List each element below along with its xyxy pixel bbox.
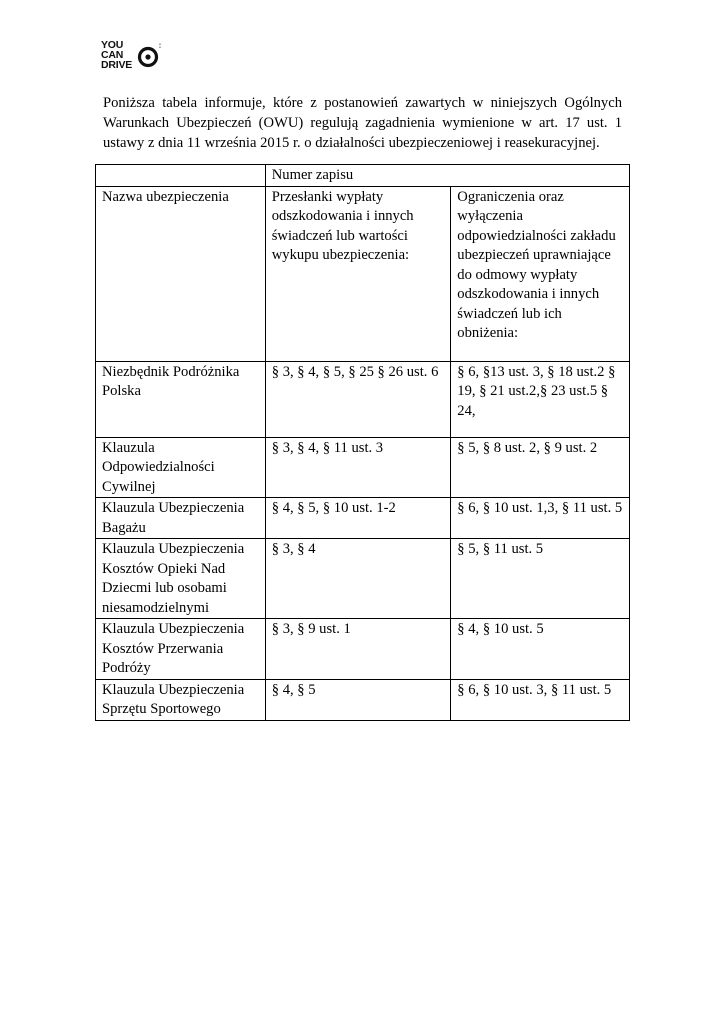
table-cell: § 5, § 11 ust. 5 bbox=[451, 539, 630, 619]
table-header-insurance-name: Nazwa ubezpieczenia bbox=[96, 186, 266, 361]
table-cell: Klauzula Ubezpieczenia Sprzętu Sportowego bbox=[96, 679, 266, 720]
table-header-limitations: Ograniczenia oraz wyłączenia odpowiedzialności zakładu ubezpieczeń uprawniające do odmowy wypłaty odszkodowania i innych świadczeń lub ich obniżenia: bbox=[451, 186, 630, 361]
table-row bbox=[96, 619, 630, 680]
table-cell: Klauzula Ubezpieczenia Kosztów Opieki Nad Dziecmi lub osobami niesamodzielnymi bbox=[96, 539, 266, 619]
table-cell: Niezbędnik Podróżnika Polska bbox=[96, 361, 266, 437]
table-cell: § 4, § 5, § 10 ust. 1-2 bbox=[265, 498, 451, 539]
target-circle-icon bbox=[137, 46, 159, 68]
table-cell: § 6, § 10 ust. 1,3, § 11 ust. 5 bbox=[451, 498, 630, 539]
logo-line-1: YOU bbox=[101, 39, 124, 51]
logo-wordmark bbox=[101, 40, 132, 70]
table-row bbox=[96, 679, 630, 720]
table-cell: Klauzula Ubezpieczenia Kosztów Przerwania Podróży bbox=[96, 619, 266, 680]
table-cell: § 3, § 4, § 5, § 25 § 26 ust. 6 bbox=[265, 361, 451, 437]
table-empty-corner bbox=[96, 165, 266, 187]
table-row bbox=[96, 539, 630, 619]
logo-small-mark: ▪▪ ▪▪ bbox=[159, 42, 162, 49]
table-cell: § 4, § 5 bbox=[265, 679, 451, 720]
table-cell: § 5, § 8 ust. 2, § 9 ust. 2 bbox=[451, 437, 630, 498]
logo-line-2: CAN bbox=[101, 49, 124, 61]
table-cell: § 4, § 10 ust. 5 bbox=[451, 619, 630, 680]
table-cell: Klauzula Ubezpieczenia Bagażu bbox=[96, 498, 266, 539]
table-top-header-row bbox=[96, 165, 630, 187]
table-row bbox=[96, 361, 630, 437]
table-cell: § 3, § 4 bbox=[265, 539, 451, 619]
table-cell: Klauzula Odpowiedzialności Cywilnej bbox=[96, 437, 266, 498]
provisions-table bbox=[95, 164, 630, 721]
company-logo bbox=[101, 40, 171, 76]
table-cell: § 3, § 9 ust. 1 bbox=[265, 619, 451, 680]
table-cell: § 6, § 10 ust. 3, § 11 ust. 5 bbox=[451, 679, 630, 720]
intro-paragraph: Poniższa tabela informuje, które z postanowień zawartych w niniejszych Ogólnych Warunkach Ubezpieczeń (OWU) regulują zagadnienia wymienione w art. 17 ust. 1 ustawy z dnia 11 września 2015 r. o działalności ubezpieczeniowej i reasekuracyjnej. bbox=[103, 95, 622, 151]
table-row bbox=[96, 437, 630, 498]
table-cell: § 6, §13 ust. 3, § 18 ust.2 § 19, § 21 ust.2,§ 23 ust.5 § 24, bbox=[451, 361, 630, 437]
table-header-row bbox=[96, 186, 630, 361]
table-row bbox=[96, 498, 630, 539]
logo-line-3: DRIVE bbox=[101, 59, 133, 71]
table-header-payout-conditions: Przesłanki wypłaty odszkodowania i innych świadczeń lub wartości wykupu ubezpieczenia: bbox=[265, 186, 451, 361]
table-header-record-number: Numer zapisu bbox=[265, 165, 629, 187]
table-cell: § 3, § 4, § 11 ust. 3 bbox=[265, 437, 451, 498]
